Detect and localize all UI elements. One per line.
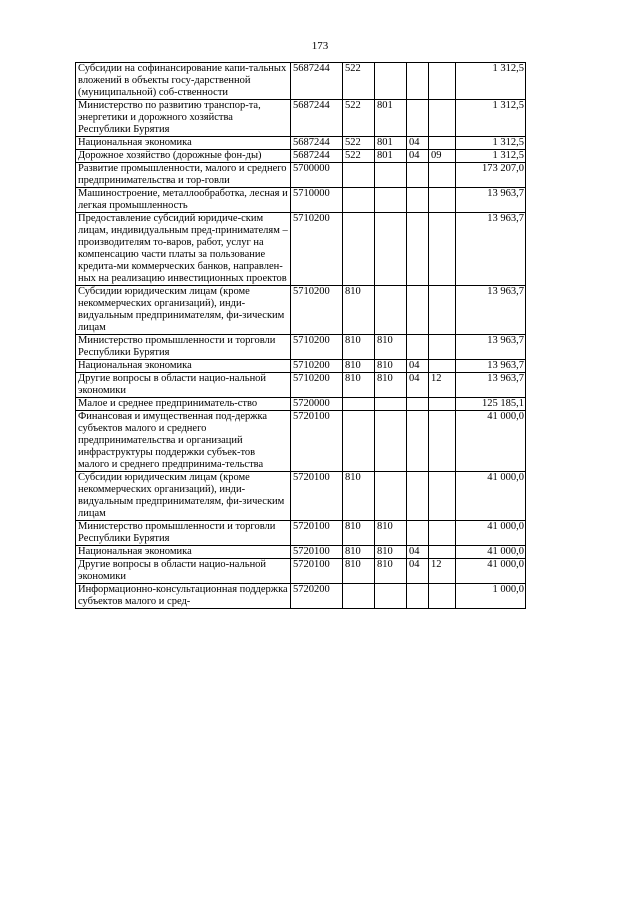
row-subsection-cell	[429, 521, 456, 546]
row-department-cell	[375, 213, 407, 286]
row-department-cell	[375, 398, 407, 411]
row-amount-cell: 41 000,0	[456, 546, 526, 559]
row-section-cell	[407, 100, 429, 137]
table-row	[76, 100, 526, 137]
row-target-article-cell: 5687244	[291, 137, 343, 150]
table-row	[76, 150, 526, 163]
row-target-article-cell: 5720100	[291, 559, 343, 584]
table-row	[76, 188, 526, 213]
row-amount-cell: 13 963,7	[456, 373, 526, 398]
row-subsection-cell	[429, 360, 456, 373]
row-department-cell: 810	[375, 521, 407, 546]
row-expense-type-cell: 810	[343, 472, 375, 521]
row-section-cell	[407, 521, 429, 546]
table-row	[76, 398, 526, 411]
row-amount-cell: 41 000,0	[456, 411, 526, 472]
table-row	[76, 546, 526, 559]
row-subsection-cell	[429, 584, 456, 609]
row-name-cell: Другие вопросы в области нацио-нальной экономики	[76, 373, 291, 398]
row-department-cell	[375, 286, 407, 335]
row-subsection-cell	[429, 188, 456, 213]
row-section-cell	[407, 213, 429, 286]
row-expense-type-cell: 810	[343, 373, 375, 398]
table-row	[76, 411, 526, 472]
row-expense-type-cell: 810	[343, 335, 375, 360]
row-amount-cell: 13 963,7	[456, 360, 526, 373]
row-target-article-cell: 5720000	[291, 398, 343, 411]
row-amount-cell: 1 312,5	[456, 63, 526, 100]
row-expense-type-cell: 522	[343, 63, 375, 100]
row-amount-cell: 1 312,5	[456, 137, 526, 150]
row-section-cell	[407, 472, 429, 521]
row-amount-cell: 13 963,7	[456, 188, 526, 213]
row-target-article-cell: 5687244	[291, 150, 343, 163]
table-row	[76, 559, 526, 584]
row-amount-cell: 1 312,5	[456, 150, 526, 163]
row-subsection-cell	[429, 398, 456, 411]
row-section-cell	[407, 163, 429, 188]
row-target-article-cell: 5700000	[291, 163, 343, 188]
row-amount-cell: 125 185,1	[456, 398, 526, 411]
row-department-cell: 810	[375, 559, 407, 584]
row-name-cell: Субсидии на софинансирование капи-тальных вложений в объекты госу-дарственной (муниципальной) соб-ственности	[76, 63, 291, 100]
table-body	[76, 63, 526, 609]
row-section-cell: 04	[407, 360, 429, 373]
row-section-cell	[407, 335, 429, 360]
row-name-cell: Предоставление субсидий юридиче-ским лицам, индивидуальным пред-принимателям – производителям то-варов, работ, услуг на компенсацию части платы за пользование кредита-ми коммерческих банков, направлен-ных на реализацию инвестиционных проектов	[76, 213, 291, 286]
row-subsection-cell	[429, 286, 456, 335]
row-name-cell: Министерство промышленности и торговли Республики Бурятия	[76, 335, 291, 360]
row-department-cell: 810	[375, 373, 407, 398]
row-target-article-cell: 5720100	[291, 472, 343, 521]
row-subsection-cell: 09	[429, 150, 456, 163]
row-subsection-cell	[429, 63, 456, 100]
row-name-cell: Национальная экономика	[76, 546, 291, 559]
row-subsection-cell	[429, 100, 456, 137]
row-amount-cell: 1 312,5	[456, 100, 526, 137]
row-subsection-cell	[429, 335, 456, 360]
row-name-cell: Развитие промышленности, малого и среднего предпринимательства и тор-говли	[76, 163, 291, 188]
row-subsection-cell	[429, 137, 456, 150]
table-row	[76, 137, 526, 150]
row-subsection-cell	[429, 411, 456, 472]
row-department-cell	[375, 163, 407, 188]
row-section-cell	[407, 286, 429, 335]
row-section-cell: 04	[407, 373, 429, 398]
row-expense-type-cell: 810	[343, 521, 375, 546]
row-department-cell	[375, 411, 407, 472]
row-name-cell: Министерство по развитию транспор-та, энергетики и дорожного хозяйства Республики Бурятия	[76, 100, 291, 137]
row-expense-type-cell	[343, 411, 375, 472]
table-row	[76, 286, 526, 335]
row-department-cell	[375, 63, 407, 100]
row-target-article-cell: 5720100	[291, 411, 343, 472]
row-department-cell: 801	[375, 150, 407, 163]
budget-table	[75, 62, 526, 609]
row-department-cell: 810	[375, 546, 407, 559]
row-target-article-cell: 5720200	[291, 584, 343, 609]
row-amount-cell: 173 207,0	[456, 163, 526, 188]
row-name-cell: Дорожное хозяйство (дорожные фон-ды)	[76, 150, 291, 163]
row-expense-type-cell: 522	[343, 100, 375, 137]
row-target-article-cell: 5710200	[291, 373, 343, 398]
row-name-cell: Машиностроение, металлообработка, лесная и легкая промышленность	[76, 188, 291, 213]
row-section-cell	[407, 398, 429, 411]
row-target-article-cell: 5710200	[291, 213, 343, 286]
row-section-cell: 04	[407, 137, 429, 150]
table-row	[76, 472, 526, 521]
row-section-cell: 04	[407, 546, 429, 559]
row-department-cell	[375, 584, 407, 609]
page-number: 173	[311, 40, 329, 52]
row-expense-type-cell	[343, 163, 375, 188]
row-section-cell	[407, 188, 429, 213]
row-name-cell: Малое и среднее предприниматель-ство	[76, 398, 291, 411]
row-department-cell: 810	[375, 335, 407, 360]
row-department-cell	[375, 188, 407, 213]
row-amount-cell: 41 000,0	[456, 559, 526, 584]
row-name-cell: Финансовая и имущественная под-держка субъектов малого и среднего предпринимательства и организаций инфраструктуры поддержки субъек-тов малого и среднего предпринима-тельства	[76, 411, 291, 472]
row-section-cell: 04	[407, 559, 429, 584]
row-subsection-cell	[429, 472, 456, 521]
row-expense-type-cell	[343, 584, 375, 609]
row-subsection-cell: 12	[429, 373, 456, 398]
row-subsection-cell	[429, 546, 456, 559]
row-amount-cell: 41 000,0	[456, 472, 526, 521]
row-expense-type-cell: 810	[343, 286, 375, 335]
row-amount-cell: 13 963,7	[456, 213, 526, 286]
row-name-cell: Субсидии юридическим лицам (кроме некоммерческих организаций), инди-видуальным предпринимателям, фи-зическим лицам	[76, 286, 291, 335]
row-amount-cell: 13 963,7	[456, 335, 526, 360]
row-expense-type-cell: 522	[343, 150, 375, 163]
row-expense-type-cell: 810	[343, 360, 375, 373]
row-target-article-cell: 5710200	[291, 335, 343, 360]
row-target-article-cell: 5710200	[291, 360, 343, 373]
row-subsection-cell	[429, 163, 456, 188]
row-section-cell	[407, 411, 429, 472]
row-name-cell: Национальная экономика	[76, 137, 291, 150]
row-amount-cell: 41 000,0	[456, 521, 526, 546]
table-row	[76, 63, 526, 100]
row-section-cell	[407, 63, 429, 100]
row-expense-type-cell: 522	[343, 137, 375, 150]
row-subsection-cell: 12	[429, 559, 456, 584]
table-row	[76, 360, 526, 373]
table-row	[76, 213, 526, 286]
table-row	[76, 373, 526, 398]
row-subsection-cell	[429, 213, 456, 286]
row-target-article-cell: 5710000	[291, 188, 343, 213]
row-amount-cell: 1 000,0	[456, 584, 526, 609]
row-target-article-cell: 5720100	[291, 521, 343, 546]
table-row	[76, 584, 526, 609]
row-expense-type-cell: 810	[343, 546, 375, 559]
row-target-article-cell: 5687244	[291, 63, 343, 100]
row-department-cell	[375, 472, 407, 521]
row-section-cell: 04	[407, 150, 429, 163]
row-target-article-cell: 5687244	[291, 100, 343, 137]
row-section-cell	[407, 584, 429, 609]
table-row	[76, 521, 526, 546]
row-amount-cell: 13 963,7	[456, 286, 526, 335]
row-expense-type-cell: 810	[343, 559, 375, 584]
table-row	[76, 163, 526, 188]
row-target-article-cell: 5720100	[291, 546, 343, 559]
row-department-cell: 801	[375, 137, 407, 150]
row-name-cell: Национальная экономика	[76, 360, 291, 373]
row-name-cell: Информационно-консультационная поддержка субъектов малого и сред-	[76, 584, 291, 609]
row-target-article-cell: 5710200	[291, 286, 343, 335]
row-name-cell: Министерство промышленности и торговли Республики Бурятия	[76, 521, 291, 546]
row-expense-type-cell	[343, 213, 375, 286]
row-expense-type-cell	[343, 398, 375, 411]
row-department-cell: 801	[375, 100, 407, 137]
row-name-cell: Другие вопросы в области нацио-нальной экономики	[76, 559, 291, 584]
row-expense-type-cell	[343, 188, 375, 213]
row-name-cell: Субсидии юридическим лицам (кроме некоммерческих организаций), инди-видуальным предпринимателям, фи-зическим лицам	[76, 472, 291, 521]
table-row	[76, 335, 526, 360]
row-department-cell: 810	[375, 360, 407, 373]
